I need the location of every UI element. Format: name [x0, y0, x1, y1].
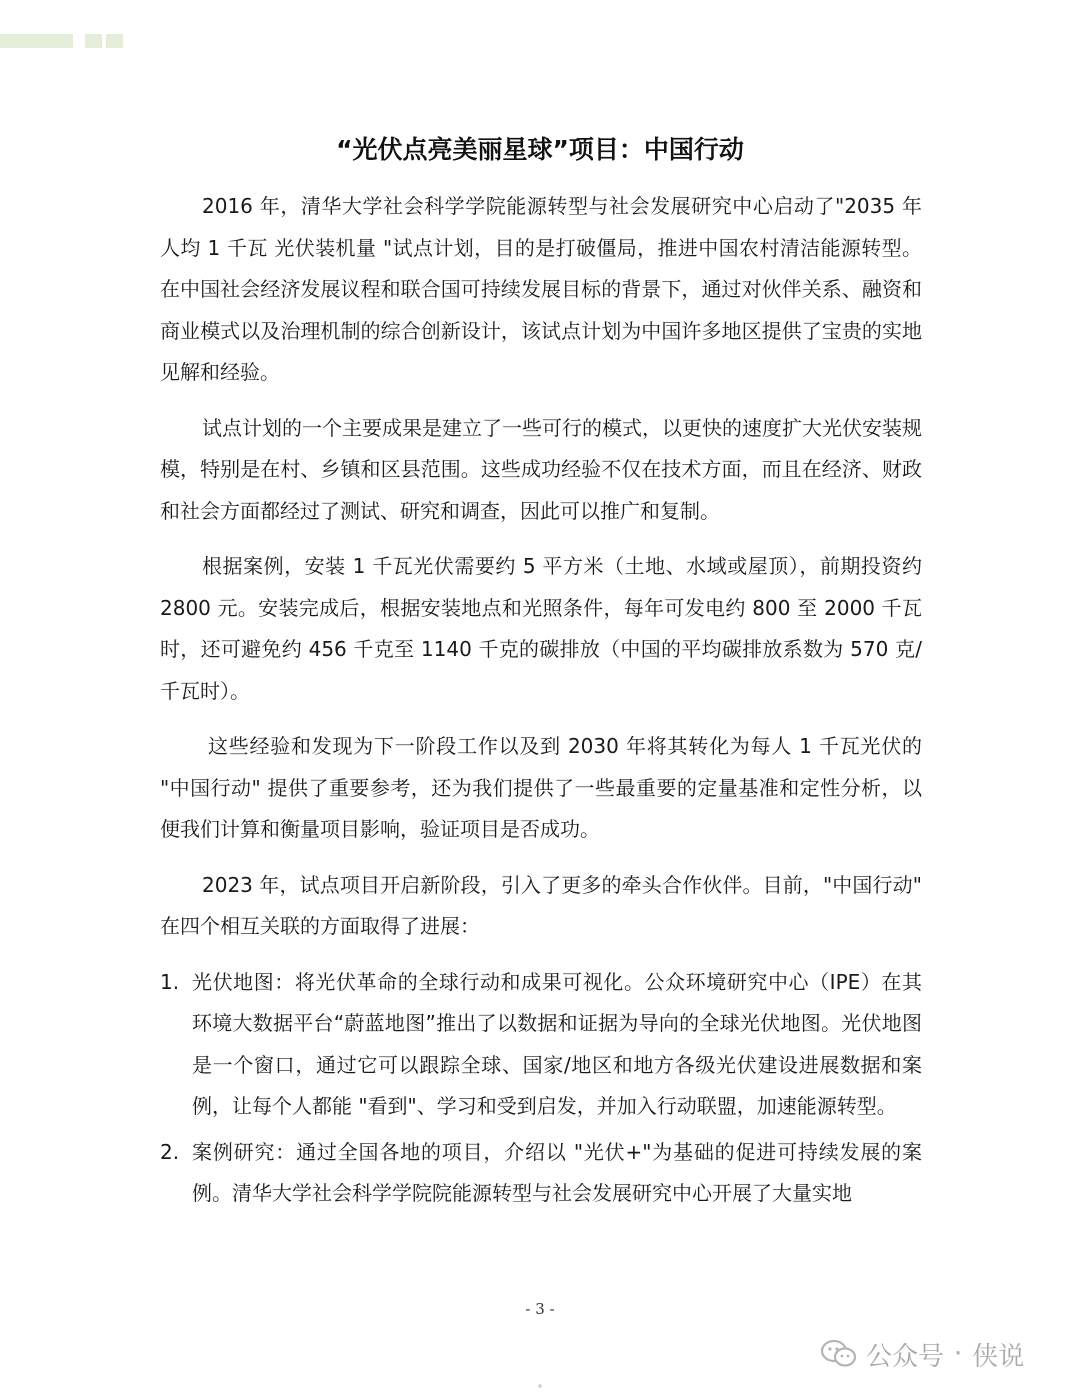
list-item-number: 1. — [160, 969, 180, 994]
paragraph: 这些经验和发现为下一阶段工作以及到 2030 年将其转化为每人 1 千瓦光伏的 "中国行动" 提供了重要参考，还为我们提供了一些最重要的定量基准和定性分析，以便我们计算和衡量项目影响，验证项目是否成功。 — [160, 734, 922, 841]
decoration-square — [85, 34, 102, 48]
list-item-text: 光伏地图：将光伏革命的全球行动和成果可视化。公众环境研究中心（IPE）在其环境大数据平台“蔚蓝地图”推出了以数据和证据为导向的全球光伏地图。光伏地图是一个窗口，通过它可以跟踪全球、国家/地区和地方各级光伏建设进展数据和案例，让每个人都能 "看到"、学习和受到启发，并加入行动联盟，加速能源转型。 — [192, 969, 922, 1118]
paragraph: 根据案例，安装 1 千瓦光伏需要约 5 平方米（土地、水域或屋顶），前期投资约 2800 元。安装完成后，根据安装地点和光照条件，每年可发电约 800 至 2000 千瓦时，还可避免约 456 千克至 1140 千克的碳排放（中国的平均碳排放系数为 570 克/千瓦时）。 — [160, 554, 922, 703]
wechat-icon — [820, 1339, 858, 1369]
decoration-bar — [0, 34, 73, 48]
list-item — [160, 962, 922, 1128]
bottom-dot — [538, 1384, 542, 1388]
decoration-square — [106, 34, 123, 48]
list-item-text: 案例研究：通过全国各地的项目，介绍以 "光伏+"为基础的促进可持续发展的案例。清华大学社会科学学院院能源转型与社会发展研究中心开展了大量实地 — [192, 1139, 922, 1205]
paragraph: 2016 年，清华大学社会科学学院能源转型与社会发展研究中心启动了"2035 年人均 1 千瓦 光伏装机量 "试点计划，目的是打破僵局，推进中国农村清洁能源转型。在中国社会经济发展议程和联合国可持续发展目标的背景下，通过对伙伴关系、融资和商业模式以及治理机制的综合创新设计，该试点计划为中国许多地区提供了宝贵的实地见解和经验。 — [160, 194, 922, 384]
paragraph: 2023 年，试点项目开启新阶段，引入了更多的牵头合作伙伴。目前，"中国行动" 在四个相互关联的方面取得了进展： — [160, 872, 922, 938]
page-number: - 3 - — [525, 1300, 555, 1318]
watermark — [820, 1336, 1024, 1372]
numbered-list — [160, 962, 922, 1215]
list-item — [160, 1132, 922, 1215]
document-body — [160, 186, 922, 1219]
watermark-label: 公众号 — [866, 1341, 945, 1372]
watermark-separator: · — [954, 1339, 963, 1369]
list-item-number: 2. — [160, 1139, 180, 1164]
watermark-account: 侠说 — [972, 1341, 1025, 1372]
page-title: “光伏点亮美丽星球”项目：中国行动 — [336, 135, 744, 164]
paragraph: 试点计划的一个主要成果是建立了一些可行的模式，以更快的速度扩大光伏安装规模，特别是在村、乡镇和区县范围。这些成功经验不仅在技术方面，而且在经济、财政和社会方面都经过了测试、研究和调查，因此可以推广和复制。 — [160, 415, 922, 523]
